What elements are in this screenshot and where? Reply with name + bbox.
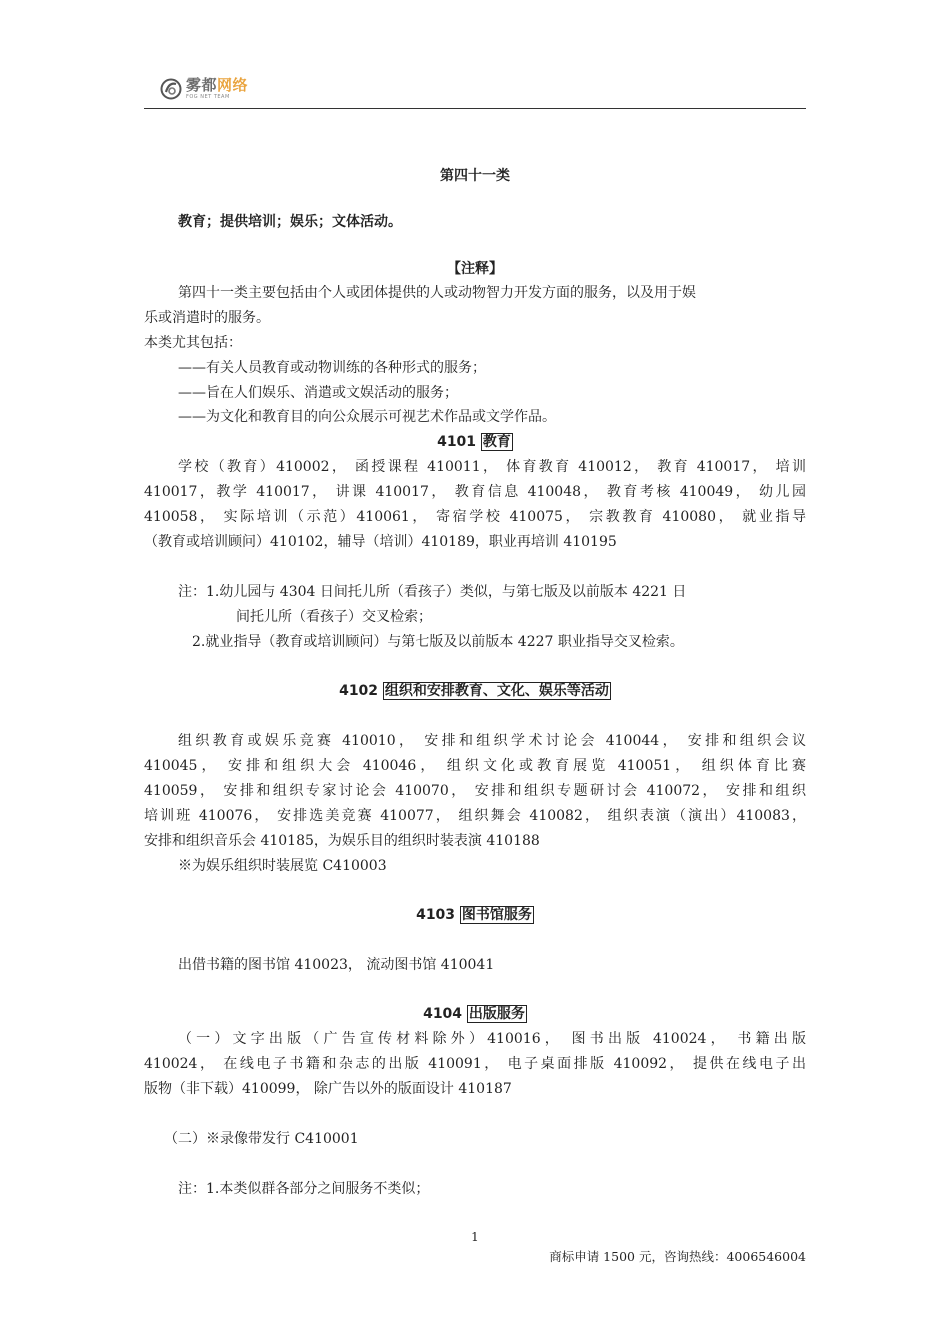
group-note: 注：1.幼儿园与 4304 日间托儿所（看孩子）类似，与第七版及以前版本 4221 日	[178, 584, 687, 600]
group-note: 间托儿所（看孩子）交叉检索；	[236, 609, 432, 625]
group-text-line: 版物（非下载）410099， 除广告以外的版面设计 410187	[144, 1081, 512, 1097]
group-heading-4101: 4101 教育	[437, 434, 511, 450]
group-text-line: （教育或培训顾问）410102，辅导（培训）410189，职业再培训 410195	[144, 534, 617, 550]
intro-text-line: 第四十一类主要包括由个人或团体提供的人或动物智力开发方面的服务，以及用于娱	[178, 285, 696, 301]
group-note: 2.就业指导（教育或培训顾问）与第七版及以前版本 4227 职业指导交叉检索。	[192, 634, 684, 650]
group-text-line: 组织教育或娱乐竞赛 410010， 安排和组织学术讨论会 410044， 安排和组织会议	[178, 733, 806, 749]
group-text-line: 410017，教学 410017， 讲课 410017， 教育信息 410048， 教育考核 410049， 幼儿园	[144, 484, 806, 500]
include-item: ——有关人员教育或动物训练的各种形式的服务；	[178, 360, 486, 376]
class-title: 第四十一类	[440, 168, 510, 184]
intro-text-line: 乐或消遣时的服务。	[144, 310, 270, 326]
group-text-line: 410058， 实际培训（示范）410061， 寄宿学校 410075， 宗教教育 410080， 就业指导	[144, 509, 806, 525]
logo-mark-icon	[160, 78, 182, 100]
group-text-line: （一）文字出版（广告宣传材料除外）410016， 图书出版 410024， 书籍出版	[178, 1031, 806, 1047]
page-number: 1	[471, 1230, 479, 1244]
group-text-line: 410045， 安排和组织大会 410046， 组织文化或教育展览 410051， 组织体育比赛	[144, 758, 806, 774]
group-note: 注：1.本类似群各部分之间服务不类似；	[178, 1181, 430, 1197]
company-logo	[160, 76, 248, 102]
header-rule	[144, 108, 806, 109]
group-text-line: 培训班 410076， 安排选美竞赛 410077， 组织舞会 410082， 组织表演（演出）410083，	[144, 808, 806, 824]
logo-subtitle: FOG NET TEAM	[186, 94, 230, 100]
class-description: 教育；提供培训；娱乐；文体活动。	[178, 214, 402, 230]
include-item: ——旨在人们娱乐、消遣或文娱活动的服务；	[178, 385, 458, 401]
group-text-line: 出借书籍的图书馆 410023， 流动图书馆 410041	[178, 957, 495, 973]
group-heading-4104: 4104 出版服务	[423, 1006, 525, 1022]
group-heading-4103: 4103 图书馆服务	[416, 907, 532, 923]
logo-wordmark: 雾都网络	[186, 76, 249, 94]
footer-advert: 商标申请 1500 元，咨询热线：4006546004	[549, 1249, 806, 1264]
group-text-line: ※为娱乐组织时装展览 C410003	[178, 858, 387, 874]
group-text-line: 410059， 安排和组织专家讨论会 410070， 安排和组织专题研讨会 410072， 安排和组织	[144, 783, 806, 799]
group-text-line: 安排和组织音乐会 410185，为娱乐目的组织时装表演 410188	[144, 833, 540, 849]
group-heading-4102: 4102 组织和安排教育、文化、娱乐等活动	[339, 683, 609, 699]
group-text-line: （二）※录像带发行 C410001	[164, 1131, 359, 1147]
includes-label: 本类尤其包括：	[144, 335, 242, 351]
group-text-line: 学校（教育）410002， 函授课程 410011， 体育教育 410012， 教育 410017， 培训	[178, 459, 806, 475]
include-item: ——为文化和教育目的向公众展示可视艺术作品或文学作品。	[178, 409, 556, 425]
group-text-line: 410024， 在线电子书籍和杂志的出版 410091， 电子桌面排版 410092， 提供在线电子出	[144, 1056, 806, 1072]
note-heading: 【注释】	[447, 261, 503, 277]
